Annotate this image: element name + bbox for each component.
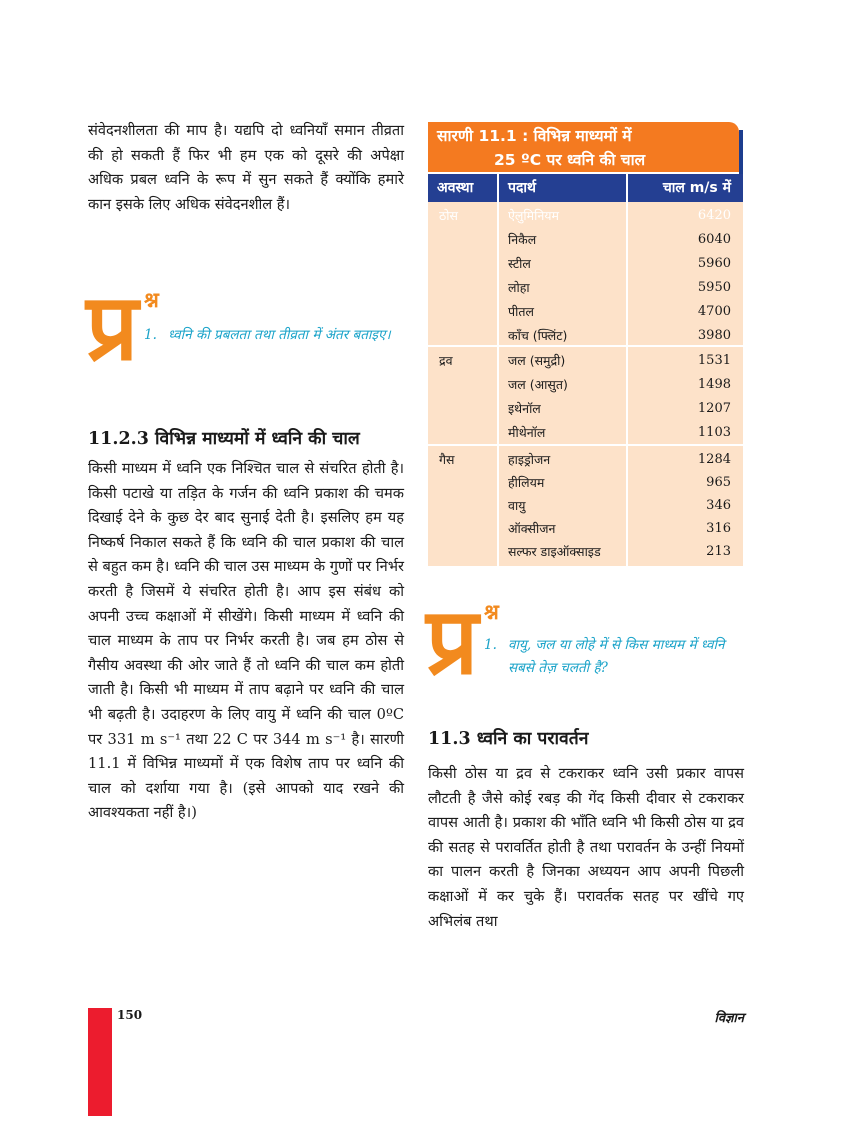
state-cell: ठोस — [439, 208, 458, 223]
question-box-2 — [426, 588, 746, 706]
material-cell: हाइड्रोजन — [508, 452, 551, 467]
speed-cell: 5960 — [697, 256, 731, 271]
material-cell: पीतल — [508, 304, 534, 319]
footer-subject: विज्ञान — [714, 1011, 744, 1026]
question-label: श्न — [484, 600, 499, 624]
section-number: 11.2.3 — [88, 429, 149, 449]
header-divider — [497, 174, 499, 202]
section-heading-11-2-3 — [88, 426, 360, 450]
question-box-1 — [86, 274, 406, 392]
page-number: 150 — [117, 1008, 143, 1022]
question-label: श्न — [144, 288, 159, 312]
question-text: ध्वनि की प्रबलता तथा तीव्रता में अंतर बताइए। — [168, 327, 391, 343]
speed-cell: 213 — [706, 544, 731, 559]
header-material: पदार्थ — [508, 180, 536, 196]
group-divider — [428, 345, 743, 347]
question-item — [144, 324, 396, 347]
material-cell: काँच (फ्लिंट) — [508, 328, 568, 343]
speed-cell: 965 — [706, 475, 731, 490]
section-heading-11-3 — [428, 726, 588, 750]
header-divider — [626, 174, 628, 202]
header-state: अवस्था — [437, 180, 474, 196]
question-number: 1. — [484, 637, 497, 653]
material-cell: लोहा — [508, 280, 530, 295]
table-header-row — [428, 174, 743, 202]
column-divider — [626, 202, 628, 566]
table-title-line-1: सारणी 11.1 : विभिन्न माध्यमों में — [437, 127, 632, 145]
speed-cell: 1531 — [697, 353, 731, 368]
question-text: वायु, जल या लोहे में से किस माध्यम में ध्वनि सबसे तेज़ चलती है? — [508, 637, 725, 676]
question-item — [484, 634, 744, 680]
table-title-shadow — [739, 130, 743, 174]
material-cell: इथेनॉल — [508, 401, 541, 416]
state-cell: द्रव — [439, 353, 453, 368]
material-cell: हीलियम — [508, 475, 545, 490]
speed-cell: 1498 — [697, 377, 731, 392]
material-cell: स्टील — [508, 256, 531, 271]
section-number: 11.3 — [428, 729, 471, 749]
question-list — [484, 634, 744, 680]
speed-cell: 316 — [706, 521, 731, 536]
speed-cell: 1207 — [697, 401, 731, 416]
question-number: 1. — [144, 327, 157, 343]
header-speed: चाल m/s में — [662, 180, 731, 196]
state-cell: गैस — [439, 452, 455, 467]
speed-cell: 346 — [706, 498, 731, 513]
speed-table — [428, 202, 743, 566]
column-divider — [497, 202, 499, 566]
section-title: ध्वनि का परावर्तन — [476, 729, 589, 749]
question-big-letter: प्र — [426, 588, 479, 695]
material-cell: ऑक्सीजन — [508, 521, 556, 536]
material-cell: निकैल — [508, 232, 537, 247]
material-cell: ऐलुमिनियम — [508, 208, 560, 223]
material-cell: सल्फर डाइऑक्साइड — [508, 544, 601, 559]
intro-paragraph: संवेदनशीलता की माप है। यद्यपि दो ध्वनियाँ समान तीव्रता की हो सकती हैं फिर भी हम एक को दूसरे की अपेक्षा अधिक प्रबल ध्वनि के रूप में सुन सकते हैं क्योंकि हमारे कान इसके लिए अधिक संवेदनशील हैं। — [88, 122, 404, 213]
speed-cell: 1103 — [697, 425, 731, 440]
question-big-letter: प्र — [86, 274, 139, 381]
speed-cell: 3980 — [697, 328, 731, 343]
material-cell: मीथेनॉल — [508, 425, 546, 440]
speed-cell: 5950 — [697, 280, 731, 295]
question-list — [144, 324, 396, 347]
speed-cell: 1284 — [697, 452, 731, 467]
material-cell: जल (समुद्री) — [508, 353, 566, 368]
section-title: विभिन्न माध्यमों में ध्वनि की चाल — [155, 429, 360, 449]
speed-cell: 6420 — [697, 208, 731, 223]
reflection-paragraph: किसी ठोस या द्रव से टकराकर ध्वनि उसी प्रकार वापस लौटती है जैसे कोई रबड़ की गेंद किसी दीवार से टकराकर वापस आती है। प्रकाश की भाँति ध्वनि भी किसी ठोस या द्रव की सतह से परावर्तित होती है तथा परावर्तन के उन्हीं नियमों का पालन करती है जिनका अध्ययन आप अपनी पिछली कक्षाओं में कर चुके हैं। परावर्तक सतह पर खींचे गए अभिलंब तथा — [428, 765, 744, 930]
material-cell: जल (आसुत) — [508, 377, 568, 392]
speed-cell: 4700 — [697, 304, 731, 319]
material-cell: वायु — [508, 498, 526, 513]
speed-cell: 6040 — [697, 232, 731, 247]
table-title-line-2: 25 ºC पर ध्वनि की चाल — [494, 151, 646, 169]
group-divider — [428, 444, 743, 446]
speed-of-sound-paragraph: किसी माध्यम में ध्वनि एक निश्चित चाल से संचरित होती है। किसी पटाखे या तड़ित के गर्जन की ध्वनि प्रकाश की चमक दिखाई देने के कुछ देर बाद सुनाई देती है। इसलिए हम यह निष्कर्ष निकाल सकते हैं कि ध्वनि की चाल प्रकाश की चाल से बहुत कम है। ध्वनि की चाल उस माध्यम के गुणों पर निर्भर करती है जिसमें ये संचरित होती है। आप इस संबंध को अपनी उच्च कक्षाओं में सीखेंगे। किसी माध्यम में ध्वनि की चाल माध्यम के ताप पर निर्भर करती है। जब हम ठोस से गैसीय अवस्था की ओर जाते हैं तो ध्वनि की चाल कम होती जाती है। किसी भी माध्यम में ताप बढ़ाने पर ध्वनि की चाल भी बढ़ती है। उदाहरण के लिए वायु में ध्वनि की चाल 0ºC पर 331 m s⁻¹ तथा 22 C पर 344 m s⁻¹ है। सारणी 11.1 में विभिन्न माध्यमों में एक विशेष ताप पर ध्वनि की चाल को दर्शाया गया है। (इसे आपको याद रखने की आवश्यकता नहीं है।) — [88, 460, 404, 822]
table-title — [428, 122, 739, 172]
footer-color-bar — [88, 1008, 112, 1116]
